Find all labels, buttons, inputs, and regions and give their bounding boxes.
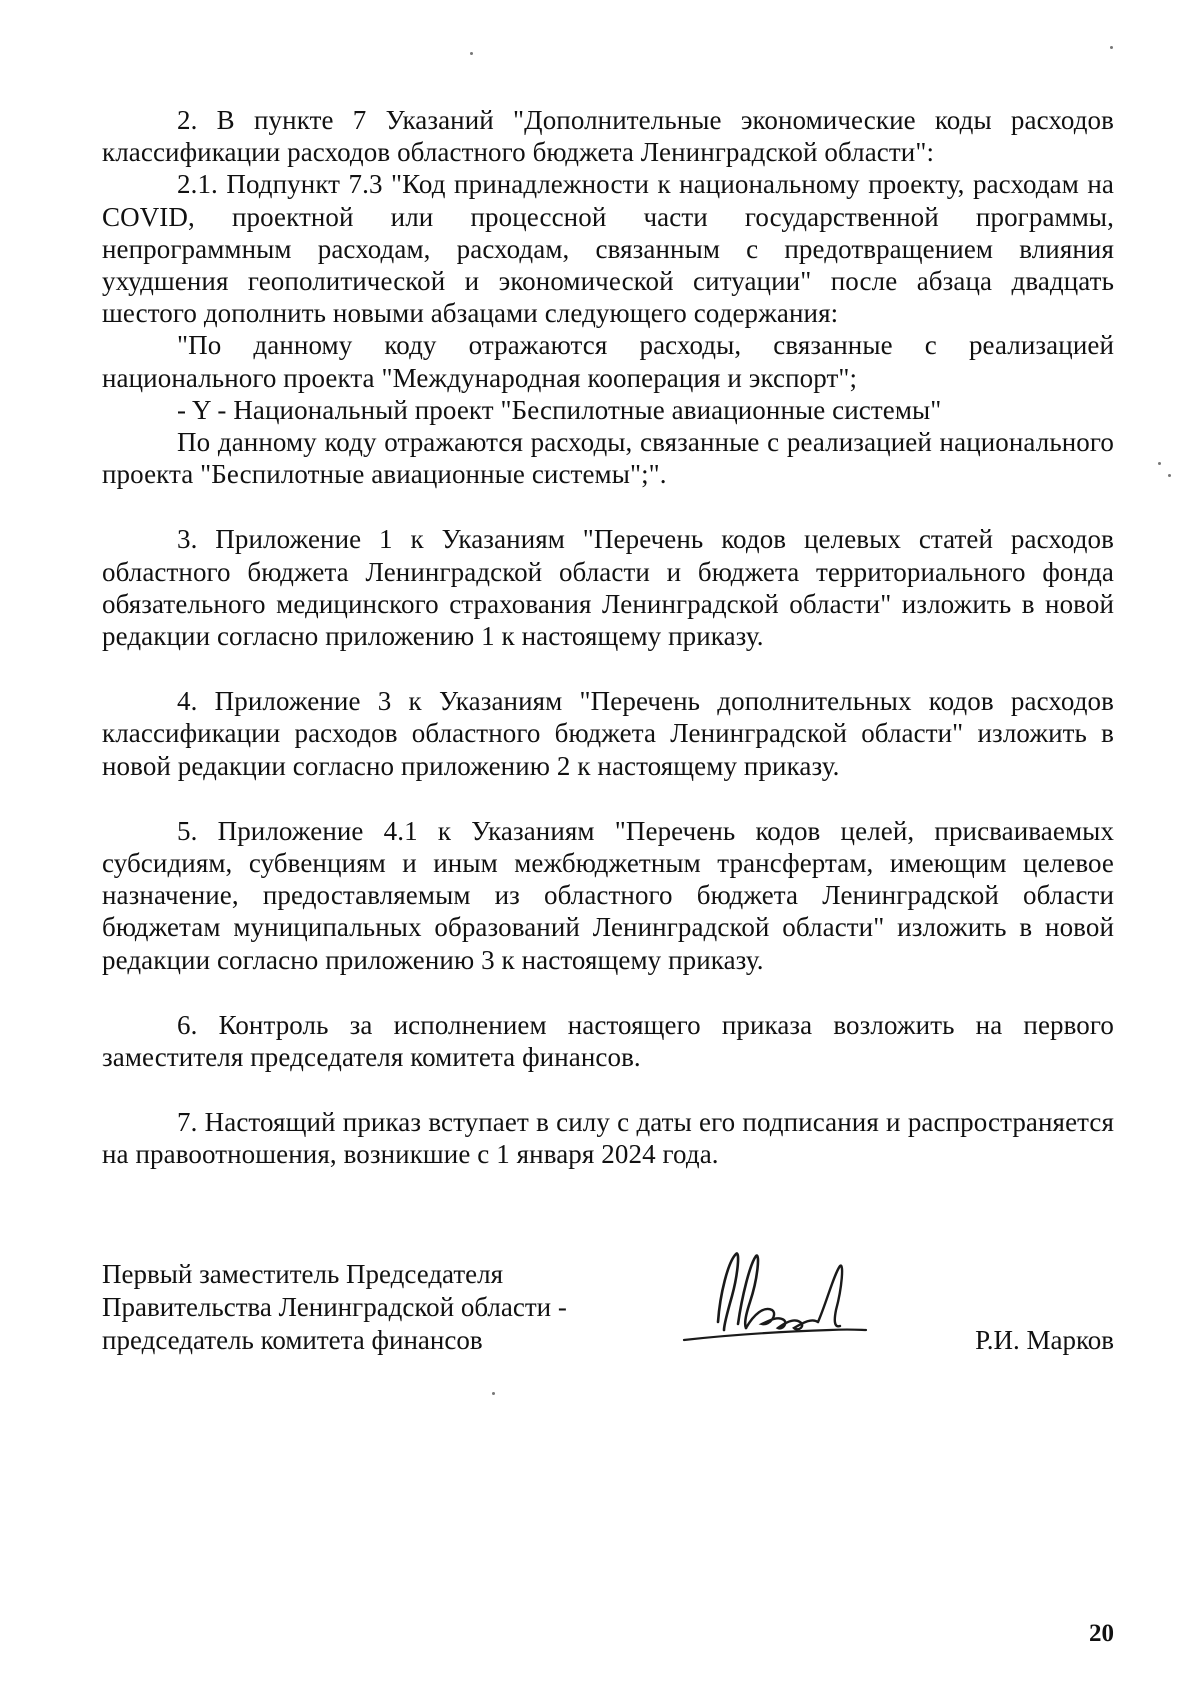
paragraph-p7: 7. Настоящий приказ вступает в силу с даты его подписания и распространяется на правоотношения, возникшие с 1 января 2024 года.: [102, 1107, 1114, 1170]
scan-speck: [1110, 46, 1113, 49]
signer-title-line-1: Первый заместитель Председателя: [102, 1259, 504, 1289]
paragraph-p2-1-b: - Y - Национальный проект "Беспилотные авиационные системы": [177, 394, 942, 425]
paragraph-p3: 3. Приложение 1 к Указаниям "Перечень кодов целевых статей расходов областного бюджета Ленинградской области и бюджета территориального фонда обязательного медицинского страхования Ленинградской области" изложить в новой редакции согласно приложению 1 к настоящему приказу.: [102, 524, 1114, 652]
signer-name: Р.И. Марков: [975, 1325, 1114, 1355]
paragraph-p6: 6. Контроль за исполнением настоящего приказа возложить на первого заместителя председателя комитета финансов.: [102, 1009, 1114, 1073]
signer-title: [102, 1258, 567, 1357]
handwritten-signature: [680, 1244, 870, 1349]
paragraph-p4: 4. Приложение 3 к Указаниям "Перечень дополнительных кодов расходов классификации расходов областного бюджета Ленинградской области" изложить в новой редакции согласно приложению 2 к настоящему приказу.: [102, 686, 1114, 781]
paragraph-p5: 5. Приложение 4.1 к Указаниям "Перечень кодов целей, присваиваемых субсидиям, субвенциям и иным межбюджетным трансфертам, имеющим целевое назначение, предоставляемым из областного бюджета Ленинградской области бюджетам муниципальных образований Ленинградской области" изложить в новой редакции согласно приложению 3 к настоящему приказу.: [102, 815, 1114, 975]
scan-speck: [1158, 462, 1161, 465]
scan-speck: [492, 1392, 495, 1395]
scan-speck: [1168, 474, 1171, 477]
signer-title-line-2: Правительства Ленинградской области -: [102, 1292, 567, 1322]
paragraph-p2-1: 2.1. Подпункт 7.3 "Код принадлежности к национальному проекту, расходам на COVID, проектной или процессной части государственной программы, непрограммным расходам, расходам, связанным с предотвращением влияния ухудшения геополитической и экономической ситуации" после абзаца двадцать шестого дополнить новыми абзацами следующего содержания:: [102, 169, 1114, 329]
signature-block: [102, 1258, 1114, 1358]
paragraph-p2: 2. В пункте 7 Указаний "Дополнительные экономические коды расходов классификации расходов областного бюджета Ленинградской области":: [102, 105, 1114, 168]
paragraph-p2-1-c: По данному коду отражаются расходы, связанные с реализацией национального проекта "Беспилотные авиационные системы";".: [102, 427, 1114, 490]
page-number: 20: [1089, 1620, 1114, 1647]
document-body: [102, 104, 1114, 1171]
paragraph-p2-1-a: "По данному коду отражаются расходы, связанные с реализацией национального проекта "Международная кооперация и экспорт";: [102, 330, 1114, 393]
scan-speck: [470, 52, 473, 55]
signer-title-line-3: председатель комитета финансов: [102, 1325, 483, 1355]
